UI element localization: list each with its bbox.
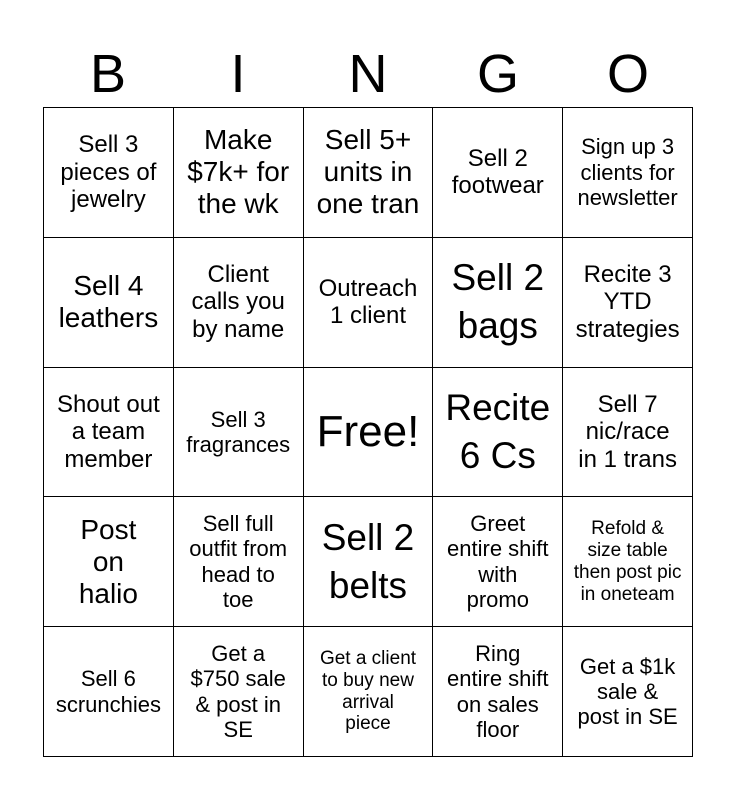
bingo-cell-r2-c3[interactable] <box>304 238 434 368</box>
cell-text: Sell 7 nic/race in 1 trans <box>578 390 677 473</box>
bingo-cell-r3-c2[interactable] <box>174 368 304 498</box>
bingo-cell-r4-c2[interactable] <box>174 497 304 627</box>
cell-text: Outreach 1 client <box>318 274 418 330</box>
bingo-cell-r4-c4[interactable] <box>433 497 563 627</box>
bingo-cell-r4-c1[interactable] <box>44 497 174 627</box>
header-letter-n: N <box>348 44 388 104</box>
bingo-cell-r2-c2[interactable] <box>174 238 304 368</box>
bingo-cell-r5-c5[interactable] <box>563 627 693 757</box>
bingo-cell-r5-c2[interactable] <box>174 627 304 757</box>
bingo-grid <box>43 107 693 757</box>
header-letter-o: O <box>606 44 649 104</box>
header-letter-b: B <box>89 44 127 104</box>
bingo-cell-r3-c5[interactable] <box>563 368 693 498</box>
bingo-cell-r1-c5[interactable] <box>563 108 693 238</box>
free-space-text: Free! <box>316 406 420 456</box>
cell-text: Sell 2 footwear <box>451 144 544 200</box>
cell-text: Refold & size table then post pic in oneteam <box>573 518 682 605</box>
cell-text: Sell 2 belts <box>321 516 415 606</box>
cell-text: Sell 6 scrunchies <box>55 666 161 717</box>
cell-text: Recite 6 Cs <box>445 386 551 476</box>
cell-text: Get a $750 sale & post in SE <box>190 641 286 742</box>
bingo-cell-r3-c1[interactable] <box>44 368 174 498</box>
cell-text: Sell 3 fragrances <box>186 406 291 457</box>
bingo-cell-r5-c3[interactable] <box>304 627 434 757</box>
cell-text: Sell full outfit from head to toe <box>189 511 288 613</box>
bingo-cell-r2-c1[interactable] <box>44 238 174 368</box>
bingo-cell-r3-c4[interactable] <box>433 368 563 498</box>
bingo-cell-r1-c2[interactable] <box>174 108 304 238</box>
cell-text: Sell 2 bags <box>451 257 545 347</box>
cell-text: Shout out a team member <box>57 390 160 473</box>
cell-text: Sell 3 pieces of jewelry <box>60 131 157 214</box>
header-letter-i: I <box>230 44 246 104</box>
cell-text: Get a $1k sale & post in SE <box>577 653 678 730</box>
cell-text: Sell 5+ units in one tran <box>316 124 420 220</box>
bingo-cell-free-space[interactable] <box>304 368 434 498</box>
bingo-cell-r4-c3[interactable] <box>304 497 434 627</box>
bingo-cell-r1-c1[interactable] <box>44 108 174 238</box>
cell-text: Sell 4 leathers <box>58 270 159 334</box>
cell-text: Recite 3 YTD strategies <box>575 260 680 343</box>
header-letter-g: G <box>476 44 519 104</box>
bingo-cell-r2-c5[interactable] <box>563 238 693 368</box>
bingo-header <box>43 40 693 108</box>
bingo-cell-r1-c3[interactable] <box>304 108 434 238</box>
cell-text: Ring entire shift on sales floor <box>447 641 549 742</box>
bingo-cell-r2-c4[interactable] <box>433 238 563 368</box>
bingo-cell-r5-c4[interactable] <box>433 627 563 757</box>
cell-text: Sign up 3 clients for newsletter <box>577 134 678 211</box>
cell-text: Make $7k+ for the wk <box>187 124 290 220</box>
cell-text: Post on halio <box>78 513 138 609</box>
cell-text: Greet entire shift with promo <box>447 511 549 613</box>
cell-text: Client calls you by name <box>191 260 285 343</box>
bingo-cell-r1-c4[interactable] <box>433 108 563 238</box>
bingo-cell-r5-c1[interactable] <box>44 627 174 757</box>
bingo-cell-r4-c5[interactable] <box>563 497 693 627</box>
cell-text: Get a client to buy new arrival piece <box>319 647 417 735</box>
